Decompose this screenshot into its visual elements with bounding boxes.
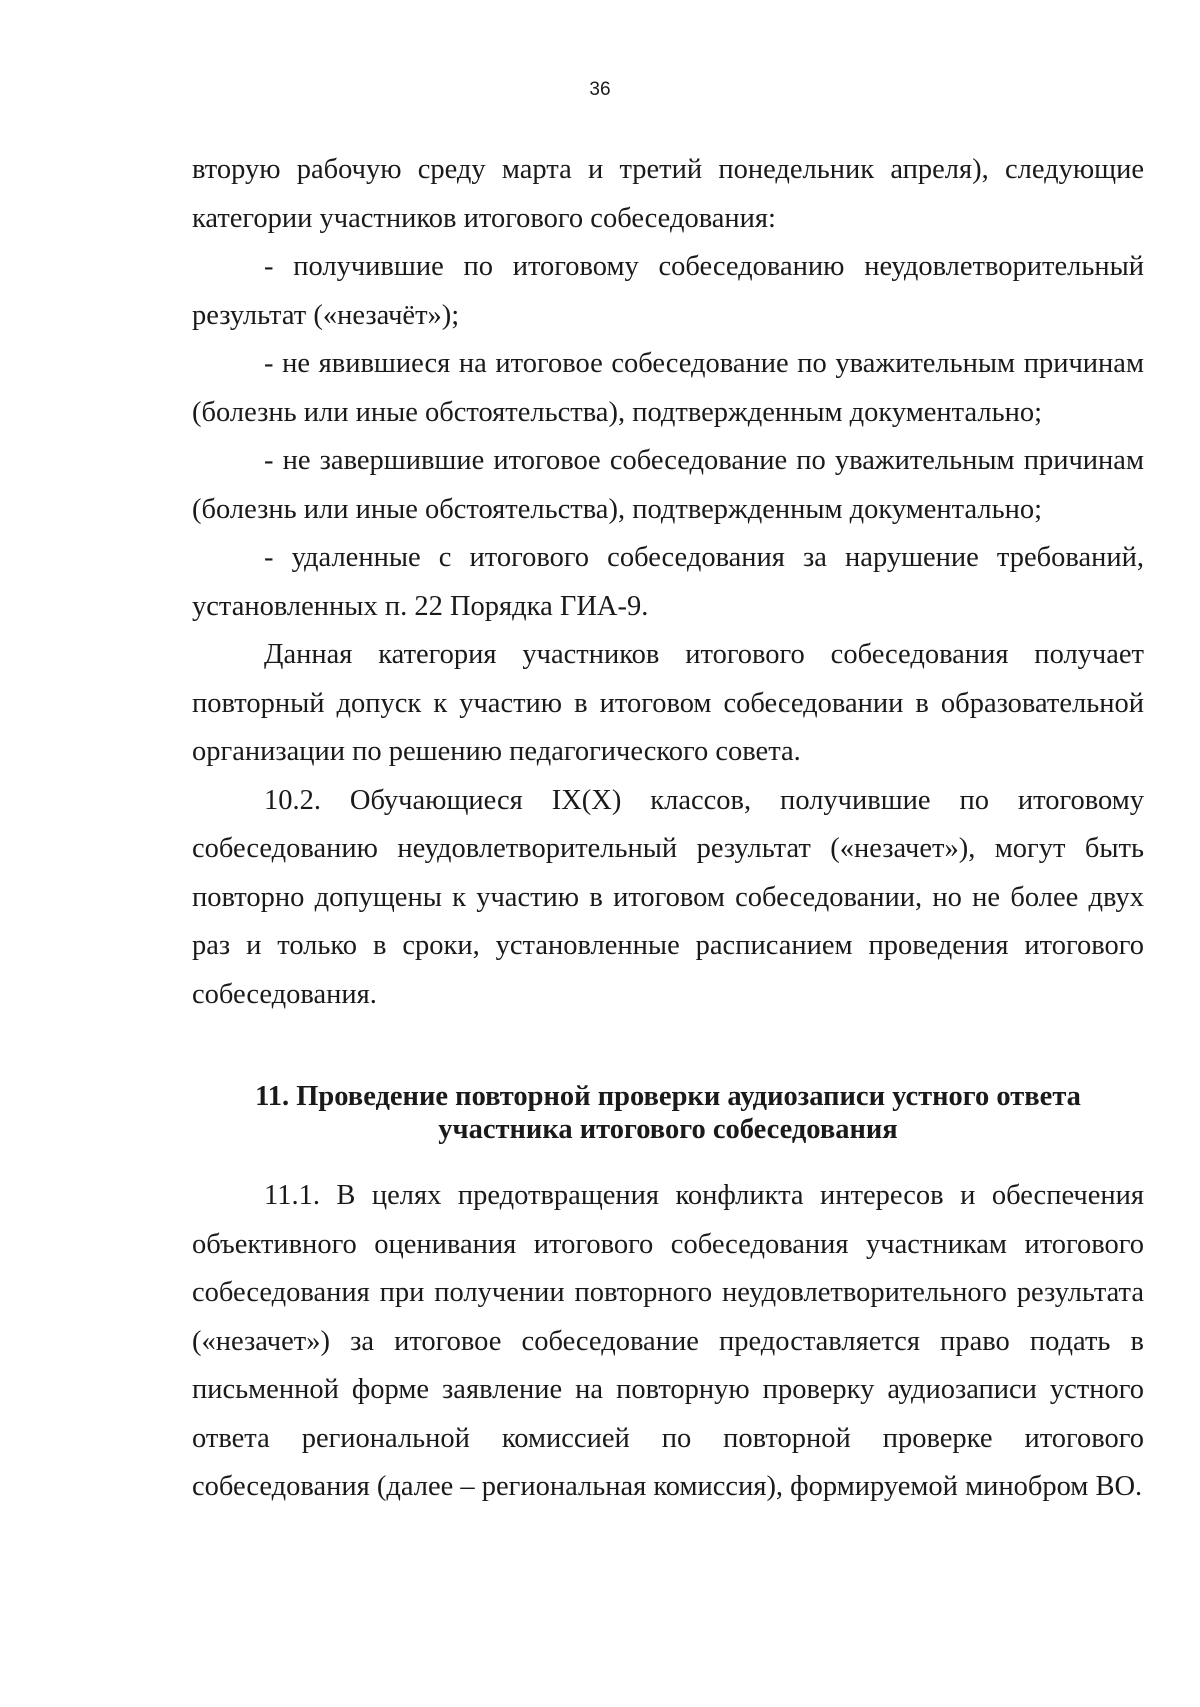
list-item-removed: - удаленные с итогового собеседования за нарушение требований, установленных п. 22 Порядка ГИА-9. (192, 542, 1144, 622)
body-text-upper (192, 146, 1144, 1019)
section-11-heading (192, 1080, 1144, 1146)
section-11-heading-line1: 11. Проведение повторной проверки аудиозаписи устного ответа (255, 1081, 1081, 1112)
clause-11-1: 11.1. В целях предотвращения конфликта интересов и обеспечения объективного оценивания итогового собеседования участникам итогового собеседования при получении повторного неудовлетворительного результата («незачет») за итоговое собеседование предоставляется право подать в письменной форме заявление на повторную проверку аудиозаписи устного ответа региональной комиссией по повторной проверке итогового собеседования (далее – региональная комиссия), формируемой минобром ВО. (192, 1180, 1144, 1502)
list-item-absent: - не явившиеся на итоговое собеседование по уважительным причинам (болезнь или иные обстоятельства), подтвержденным документально; (192, 348, 1144, 428)
section-11-heading-line2: участника итогового собеседования (438, 1114, 898, 1145)
list-item-unsatisfactory: - получившие по итоговому собеседованию неудовлетворительный результат («незачёт»); (192, 251, 1144, 331)
page-number: 36 (589, 79, 611, 100)
body-text-lower (192, 1172, 1144, 1512)
continuation-paragraph: вторую рабочую среду марта и третий понедельник апреля), следующие категории участников итогового собеседования: (192, 154, 1144, 234)
list-item-not-completed: - не завершившие итоговое собеседование по уважительным причинам (болезнь или иные обстоятельства), подтвержденным документально; (192, 445, 1144, 525)
clause-10-2: 10.2. Обучающиеся IX(X) классов, получившие по итоговому собеседованию неудовлетворительный результат («незачет»), могут быть повторно допущены к участию в итоговом собеседовании, но не более двух раз и только в сроки, установленные расписанием проведения итогового собеседования. (192, 784, 1144, 1010)
category-paragraph: Данная категория участников итогового собеседования получает повторный допуск к участию в итоговом собеседовании в образовательной организации по решению педагогического совета. (192, 639, 1144, 767)
